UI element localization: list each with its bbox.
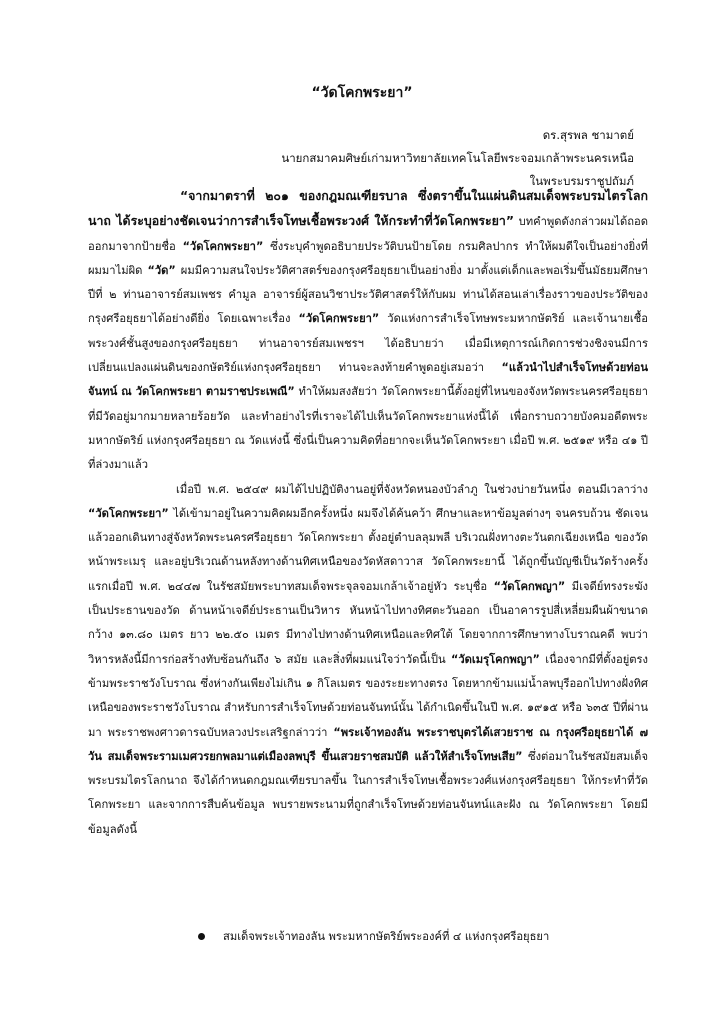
paragraph-text: ซึ่งระบุคำพูดอธิบายประวัติบนป้ายโดย กรมศิลปากร ทำให้ผมดีใจเป็นอย่างยิ่งที่ผมมาไม่ผิด	[88, 239, 648, 277]
article-body	[88, 184, 648, 842]
author-position: นายกสมาคมศิษย์เก่ามหาวิทยาลัยเทคโนโลยีพระจอมเกล้าพระนครเหนือ	[281, 151, 634, 165]
document-title: “วัดโคกพระยา”	[311, 85, 413, 101]
bold-phrase: “วัดโคกพระยา”	[298, 312, 380, 326]
bold-phrase: “พระเจ้าทองลัน พระราชบุตรได้เสวยราช ณ กรุงศรีอยุธยาได้ ๗ วัน สมเด็จพระรามเมศวรยกพลมาแต่เมืองลพบุรี ขึ้นเสวยราชสมบัติ แล้วให้สำเร็จโทษเสีย”	[88, 725, 648, 763]
bold-phrase: “วัดโคกพระยา”	[182, 239, 264, 253]
paragraph-text: มีเจดีย์ทรงระฆังเป็นประธานของวัด ด้านหน้าเจดีย์ประธานเป็นวิหาร หันหน้าไปทางทิศตะวันออก เป็นอาคารรูปสี่เหลี่ยมผืนผ้าขนาดกว้าง ๑๓.๘๐ เมตร ยาว ๒๒.๕๐ เมตร มีทางไปทางด้านทิศเหนือและทิศใต้ โดยจากการศึกษาทางโบราณคดี พบว่าวิหารหลังนี้มีการก่อสร้างทับซ้อนกันถึง ๖ สมัย และสิ่งที่ผมแน่ใจว่าวัดนี้เป็น	[88, 579, 648, 666]
paragraph-text: วัดแห่งการสำเร็จโทษพระมหากษัตริย์ และเจ้านายเชื้อพระวงศ์ชั้นสูงของกรุงศรีอยุธยา ท่านอาจารย์สมเพชรฯ ได้อธิบายว่า เมื่อมีเหตุการณ์เกิดการช่วงชิงจนมีการเปลี่ยนแปลงแผ่นดินของกษัตริย์แห่งกรุงศรีอยุธยา ท่านจะลงท้ายคำพูดอยู่เสมอว่า	[88, 312, 648, 375]
bullet-list-item	[198, 927, 549, 947]
author-patronage: ในพระบรมราชูปถัมภ์	[529, 174, 634, 188]
author-name: ดร.สุรพล ชามาตย์	[542, 128, 634, 142]
bullet-text: สมเด็จพระเจ้าทองลัน พระมหากษัตริย์พระองค์ที่ ๔ แห่งกรุงศรีอยุธยา	[223, 930, 550, 943]
opening-quote: “จากมาตราที่ ๒๐๑ ของกฎมณเฑียรบาล ซึ่งตราขึ้นในแผ่นดินสมเด็จพระบรมไตรโลกนาถ ได้ระบุอย่างชัดเจนว่าการสำเร็จโทษเชื้อพระวงศ์ ให้กระทำที่วัดโคกพระยา”	[88, 188, 648, 229]
bullet-icon	[198, 933, 205, 940]
paragraph-text: เนื่องจากมีที่ตั้งอยู่ตรงข้ามพระราชวังโบราณ ซึ่งห่างกันเพียงไม่เกิน ๑ กิโลเมตร ของระยะทางตรง โดยหากข้ามแม่น้ำลพบุรีออกไปทางฝั่งทิศเหนือของพระราชวังโบราณ สำหรับการสำเร็จโทษด้วยท่อนจันทน์นั้น ได้กำเนิดขึ้นในปี พ.ศ. ๑๙๑๕ หรือ ๖๓๕ ปีที่ผ่านมา พระราชพงศาวดารฉบับหลวงประเสริฐกล่าวว่า	[88, 652, 648, 739]
bold-phrase: “วัดโคกพญา”	[493, 579, 566, 593]
paragraph-2	[88, 478, 648, 842]
bold-phrase: “วัดโคกพระยา”	[88, 506, 169, 520]
bold-phrase: “วัด”	[147, 263, 176, 277]
paragraph-text: ซึ่งต่อมาในรัชสมัยสมเด็จพระบรมไตรโลกนาถ จึงได้กำหนดกฎมณเฑียรบาลขึ้น ในการสำเร็จโทษเชื้อพระวงศ์แห่งกรุงศรีอยุธยา ให้กระทำที่วัดโคกพระยา และจากการสืบค้นข้อมูล พบรายพระนามที่ถูกสำเร็จโทษด้วยท่อนจันทน์และฝัง ณ วัดโคกพระยา โดยมีข้อมูลดังนี้	[88, 749, 649, 836]
bold-phrase: “แล้วนำไปสำเร็จโทษด้วยท่อนจันทน์ ณ วัดโคกพระยา ตามราชประเพณี”	[88, 361, 648, 399]
paragraph-text: ผมมีความสนใจประวัติศาสตร์ของกรุงศรีอยุธยาเป็นอย่างยิ่ง มาตั้งแต่เด็กและพอเริ่มขึ้นมัธยมศึกษาปีที่ ๒ ท่านอาจารย์สมเพชร คำมูล อาจารย์ผู้สอนวิชาประวัติศาสตร์ให้กับผม ท่านได้สอนเล่าเรื่องราวของประวัติของกรุงศรีอยุธยาได้อย่างดียิ่ง โดยเฉพาะเรื่อง	[88, 263, 649, 326]
paragraph-text: ได้เข้ามาอยู่ในความคิดผมอีกครั้งหนึ่ง ผมจึงได้ค้นคว้า ศึกษาและหาข้อมูลต่างๆ จนครบถ้วน ชัดเจน แล้วออกเดินทางสู่จังหวัดพระนครศรีอยุธยา วัดโคกพระยา ตั้งอยู่ตำบลลุมพลี บริเวณฝั่งทางตะวันตกเฉียงเหนือ ของวัดหน้าพระเมรุ และอยู่บริเวณด้านหลังทางด้านทิศเหนือของวัดหัสดาวาส วัดโคกพระยานี้ ได้ถูกขึ้นบัญชีเป็นวัดร้างครั้งแรกเมื่อปี พ.ศ. ๒๔๔๗ ในรัชสมัยพระบาทสมเด็จพระจุลจอมเกล้าเจ้าอยู่หัว ระบุชื่อ	[88, 506, 648, 593]
paragraph-text: ทำให้ผมสงสัยว่า วัดโคกพระยานี้ตั้งอยู่ที่ไหนของจังหวัดพระนครศรีอยุธยา ที่มีวัดอยู่มากมายหลายร้อยวัด และทำอย่างไรที่เราจะได้ไปเห็นวัดโคกพระยาแห่งนี้ได้ เพื่อกราบถวายบังคมอดีตพระมหากษัตริย์ แห่งกรุงศรีอยุธยา ณ วัดแห่งนี้ ซึ่งนี่เป็นความคิดที่อยากจะเห็นวัดโคกพระยา เมื่อปี พ.ศ. ๒๕๑๙ หรือ ๔๑ ปี ที่ล่วงมาแล้ว	[88, 385, 648, 472]
paragraph-1	[88, 184, 648, 478]
bold-phrase: “วัดเมรุโคกพญา”	[450, 652, 540, 666]
author-block	[281, 124, 634, 193]
paragraph-text: บทคำพูดดังกล่าวผมได้ถอดออกมาจากป้ายชื่อ	[88, 215, 648, 253]
paragraph-text: เมื่อปี พ.ศ. ๒๕๔๙ ผมได้ไปปฏิบัติงานอยู่ที่จังหวัดหนองบัวลำภู ในช่วงบ่ายวันหนึ่ง ตอนมีเวลาว่าง	[176, 482, 648, 496]
